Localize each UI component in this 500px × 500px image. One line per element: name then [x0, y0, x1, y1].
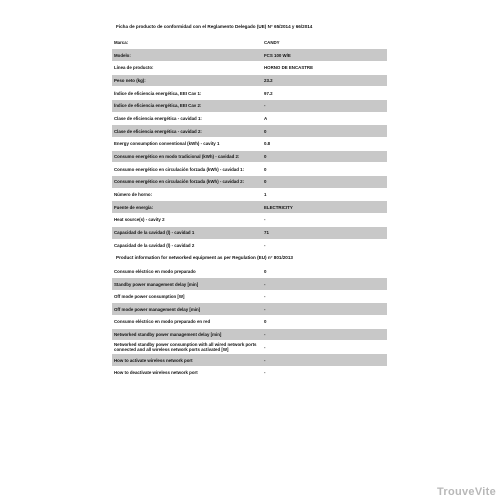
row-value: -	[262, 214, 387, 227]
table-row	[112, 138, 387, 151]
table-row	[112, 36, 387, 49]
row-label: Consumo energético en circulación forzada (kWh) - cavidad 1:	[112, 163, 262, 176]
row-value: 0.8	[262, 138, 387, 151]
table-row	[112, 316, 387, 329]
table-row	[112, 61, 387, 74]
row-value: 0	[262, 163, 387, 176]
table-row	[112, 201, 387, 214]
row-label: Off mode power management delay [min]	[112, 303, 262, 316]
row-label: Networked standby power consumption with all wired network ports connected and all wireless network ports activated [W]	[112, 341, 262, 354]
row-label: Marca:	[112, 36, 262, 49]
row-label: Off mode power consumption [W]	[112, 290, 262, 303]
row-value: -	[262, 328, 387, 341]
row-value: -	[262, 290, 387, 303]
table-row	[112, 265, 387, 278]
table-row	[112, 341, 387, 354]
row-value: 0	[262, 176, 387, 189]
row-value: -	[262, 354, 387, 367]
table-row	[112, 328, 387, 341]
table-row	[112, 290, 387, 303]
table-row	[112, 163, 387, 176]
table-row	[112, 74, 387, 87]
row-value: 0	[262, 150, 387, 163]
row-value: CANDY	[262, 36, 387, 49]
row-value: -	[262, 99, 387, 112]
row-value: A	[262, 112, 387, 125]
row-label: Línea de producto:	[112, 61, 262, 74]
table-row	[112, 303, 387, 316]
row-label: Peso neto (kg):	[112, 74, 262, 87]
fiche-title: Ficha de producto de conformidad con el Reglamento Delegado (UE) N° 65/2014 y 66/2014	[116, 24, 313, 29]
network-power-table	[112, 265, 387, 379]
table-row	[112, 226, 387, 239]
row-label: Heat source(s) - cavity 2	[112, 214, 262, 227]
table-row	[112, 354, 387, 367]
row-value: 1	[262, 188, 387, 201]
table-row	[112, 366, 387, 379]
table-row	[112, 214, 387, 227]
table-row	[112, 125, 387, 138]
table-row	[112, 239, 387, 252]
row-label: Standby power management delay [min]	[112, 278, 262, 291]
row-value: 0	[262, 125, 387, 138]
table-row	[112, 99, 387, 112]
row-label: Energy consumption conventional (kWh) - cavity 1	[112, 138, 262, 151]
watermark: TrouveVite	[436, 486, 496, 498]
table-row	[112, 278, 387, 291]
row-label: Clase de eficiencia energética - cavidad 1:	[112, 112, 262, 125]
row-value: 0	[262, 265, 387, 278]
row-label: Número de horno:	[112, 188, 262, 201]
table-row	[112, 87, 387, 100]
row-value: FCS 100 W/E	[262, 49, 387, 62]
row-label: Capacidad de la cavidad (l) - cavidad 2	[112, 239, 262, 252]
network-section-title: Product information for networked equipment as per Regulation (EU) n° 801/2013	[116, 255, 293, 261]
row-label: Clase de eficiencia energética - cavidad 2:	[112, 125, 262, 138]
energy-label-table	[112, 36, 387, 252]
table-row	[112, 150, 387, 163]
row-label: How to deactivate wireless network port	[112, 366, 262, 379]
row-value: 0	[262, 316, 387, 329]
row-value: -	[262, 239, 387, 252]
product-fiche	[112, 24, 387, 379]
table-row	[112, 188, 387, 201]
row-label: Modelo:	[112, 49, 262, 62]
row-value: -	[262, 366, 387, 379]
row-label: Índice de eficiencia energética, EEI Cav 1:	[112, 87, 262, 100]
row-label: Capacidad de la cavidad (l) - cavidad 1	[112, 226, 262, 239]
row-label: Consumo eléctrico en modo preparado en red	[112, 316, 262, 329]
row-label: Índice de eficiencia energética, EEI Cav 2:	[112, 99, 262, 112]
table-row	[112, 49, 387, 62]
row-value: 97.2	[262, 87, 387, 100]
table-row	[112, 112, 387, 125]
table-row	[112, 176, 387, 189]
row-value: 71	[262, 226, 387, 239]
row-value: -	[262, 341, 387, 354]
row-value: HORNO DE ENCASTRE	[262, 61, 387, 74]
row-value: 23.2	[262, 74, 387, 87]
row-label: Consumo eléctrico en modo preparado	[112, 265, 262, 278]
row-label: How to activate wireless network port	[112, 354, 262, 367]
row-label: Fuente de energía:	[112, 201, 262, 214]
row-label: Consumo energético en modo tradicional (kWh) - cavidad 2:	[112, 150, 262, 163]
row-value: -	[262, 278, 387, 291]
row-value: -	[262, 303, 387, 316]
row-label: Consumo energético en circulación forzada (kWh) - cavidad 2:	[112, 176, 262, 189]
row-label: Networked standby power management delay [min]	[112, 328, 262, 341]
row-value: ELECTRICITY	[262, 201, 387, 214]
